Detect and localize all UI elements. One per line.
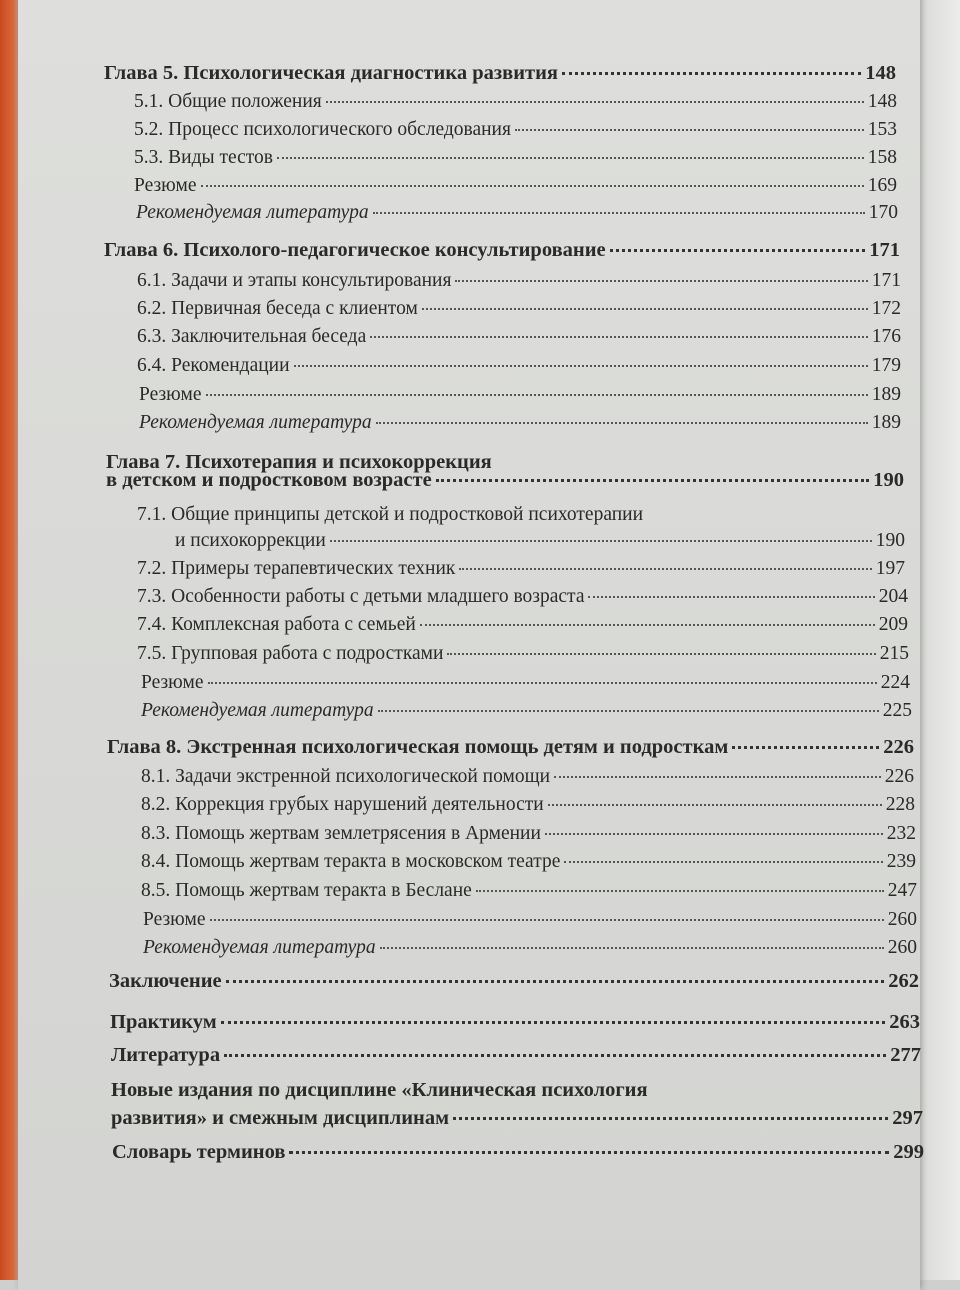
toc-entry: 6.2. Первичная беседа с клиентом 172	[137, 298, 901, 319]
chapter-title: Глава 6. Психолого-педагогическое консультирование	[104, 239, 606, 261]
toc-entry: 5.3. Виды тестов 158	[134, 147, 897, 168]
toc-entry: 8.3. Помощь жертвам землетрясения в Армении 232	[141, 823, 916, 844]
toc-chapter-8	[107, 735, 914, 759]
dot-leader	[562, 71, 861, 75]
toc-entry: 6.1. Задачи и этапы консультирования 171	[137, 270, 901, 291]
toc-practicum: Практикум 263	[110, 1011, 920, 1033]
toc-entry: 8.2. Коррекция грубых нарушений деятельности 228	[141, 794, 915, 815]
toc-entry: и психокоррекции 190	[175, 530, 905, 551]
page-number: 190	[873, 469, 904, 491]
toc-entry: 6.3. Заключительная беседа 176	[137, 326, 901, 347]
page-number: 148	[865, 62, 896, 84]
toc-entry: 8.4. Помощь жертвам теракта в московском театре 239	[141, 851, 916, 872]
toc-entry: 7.5. Групповая работа с подростками 215	[137, 643, 909, 664]
dot-leader	[610, 248, 866, 252]
toc-new-editions: развития» и смежным дисциплинам 297	[111, 1107, 923, 1129]
toc-glossary: Словарь терминов 299	[112, 1141, 924, 1163]
page-number: 171	[869, 239, 900, 261]
toc-chapter-6	[104, 238, 900, 262]
page-number: 226	[883, 736, 914, 758]
toc-entry-literature: Рекомендуемая литература 225	[141, 700, 912, 721]
toc-entry: 7.3. Особенности работы с детьми младшего возраста 204	[137, 586, 908, 607]
toc-entry: 8.1. Задачи экстренной психологической помощи 226	[141, 766, 914, 787]
toc-entry-line1: 7.1. Общие принципы детской и подростковой психотерапии	[137, 504, 644, 525]
dot-leader	[732, 745, 879, 749]
chapter-title: Глава 5. Психологическая диагностика развития	[104, 62, 558, 84]
chapter-title: Глава 8. Экстренная психологическая помощь детям и подросткам	[107, 736, 729, 758]
dot-leader	[436, 478, 870, 482]
toc-entry: Резюме 189	[139, 384, 901, 405]
toc-entry-literature: Рекомендуемая литература 260	[143, 937, 917, 958]
toc-entry: Резюме 169	[134, 175, 897, 196]
chapter-title: в детском и подростковом возрасте	[106, 469, 432, 491]
toc-entry-literature: Рекомендуемая литература 189	[139, 412, 901, 433]
toc-literature: Литература 277	[111, 1044, 921, 1066]
toc-entry-literature: Рекомендуемая литература 170	[136, 202, 898, 223]
toc-entry: 6.4. Рекомендации 179	[137, 355, 901, 376]
toc-entry: Резюме 224	[141, 672, 910, 693]
toc-entry: 8.5. Помощь жертвам теракта в Беслане 247	[141, 880, 917, 901]
toc-entry: 5.2. Процесс психологического обследования 153	[134, 119, 897, 140]
toc-entry: 7.4. Комплексная работа с семьей 209	[137, 614, 908, 635]
toc-new-editions-line1: Новые издания по дисциплине «Клиническая психология	[111, 1079, 648, 1101]
toc-entry: 5.1. Общие положения 148	[134, 91, 897, 112]
toc-conclusion: Заключение 262	[109, 970, 919, 992]
toc-chapter-7	[106, 468, 904, 492]
toc-entry: 7.2. Примеры терапевтических техник 197	[137, 558, 905, 579]
toc-entry: Резюме 260	[143, 909, 917, 930]
toc-chapter-7-line1: Глава 7. Психотерапия и психокоррекция	[106, 451, 492, 473]
toc-chapter-5	[104, 61, 896, 85]
